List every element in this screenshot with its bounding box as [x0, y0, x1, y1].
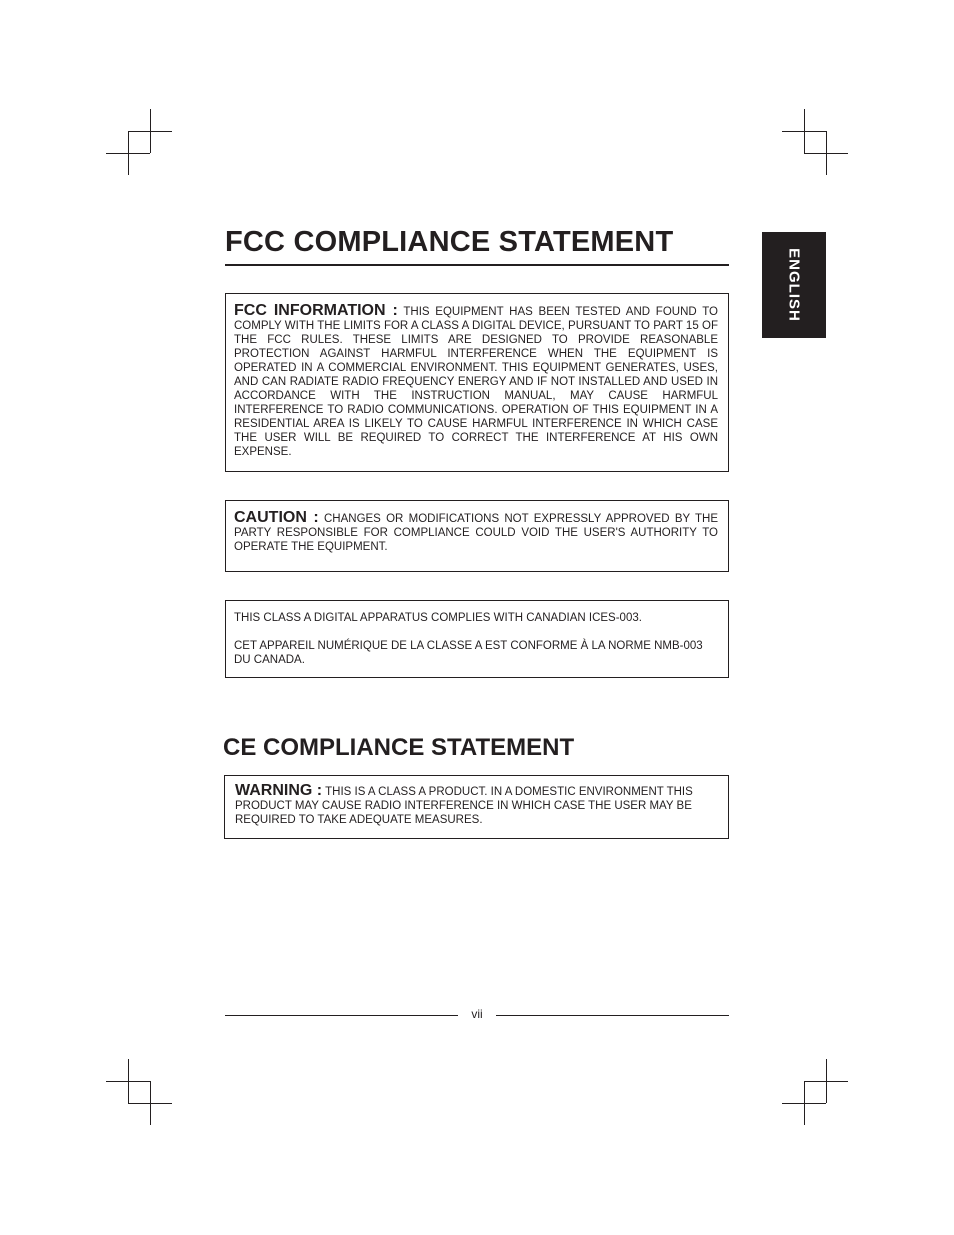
canada-english-text: THIS CLASS A DIGITAL APPARATUS COMPLIES WITH CANADIAN ICES-003.	[234, 612, 642, 624]
warning-box	[224, 775, 729, 839]
caution-text: CHANGES OR MODIFICATIONS NOT EXPRESSLY APPROVED BY THE PARTY RESPONSIBLE FOR COMPLIANCE COULD VOID THE USER'S AUTHORITY TO OPERATE THE EQUIPMENT.	[234, 513, 718, 553]
crop-mark	[106, 1081, 150, 1082]
canada-compliance-box	[225, 600, 729, 678]
footer-rule-right	[496, 1015, 729, 1016]
crop-mark	[804, 153, 848, 154]
footer-rule-left	[225, 1015, 458, 1016]
fcc-information-text: THIS EQUIPMENT HAS BEEN TESTED AND FOUND TO COMPLY WITH THE LIMITS FOR A CLASS A DIGITAL DEVICE, PURSUANT TO PART 15 OF THE FCC RULES. THESE LIMITS ARE DESIGNED TO PROVIDE REASONABLE PROTECTION AGAINST HARMFUL INTERFERENCE WHEN THE EQUIPMENT IS OPERATED IN A COMMERCIAL ENVIRONMENT. THIS EQUIPMENT GENERATES, USES, AND CAN RADIATE RADIO FREQUENCY ENERGY AND IF NOT INSTALLED AND USED IN ACCORDANCE WITH THE INSTRUCTION MANUAL, MAY CAUSE HARMFUL INTERFERENCE TO RADIO COMMUNICATIONS. OPERATION OF THIS EQUIPMENT IN A RESIDENTIAL AREA IS LIKELY TO CAUSE HARMFUL INTERFERENCE IN WHICH CASE THE USER WILL BE REQUIRED TO CORRECT THE INTERFERENCE AT HIS OWN EXPENSE.	[234, 306, 718, 458]
warning-text: THIS IS A CLASS A PRODUCT. IN A DOMESTIC ENVIRONMENT THIS PRODUCT MAY CAUSE RADIO INTERFERENCE IN WHICH CASE THE USER MAY BE REQUIRED TO TAKE ADEQUATE MEASURES.	[235, 786, 693, 826]
crop-mark	[128, 131, 172, 132]
caution-box	[225, 500, 729, 572]
language-tab	[762, 232, 826, 338]
crop-mark	[804, 1081, 805, 1125]
crop-mark	[150, 1081, 151, 1125]
ce-section-title: CE COMPLIANCE STATEMENT	[223, 734, 575, 761]
title-underline	[225, 264, 729, 266]
crop-mark	[782, 131, 826, 132]
fcc-information-heading: FCC INFORMATION :	[234, 302, 398, 319]
canada-french-text: CET APPAREIL NUMÉRIQUE DE LA CLASSE A EST CONFORME À LA NORME NMB-003 DU CANADA.	[234, 640, 703, 666]
page-number: vii	[471, 1007, 483, 1021]
crop-mark	[804, 1081, 848, 1082]
crop-mark	[106, 153, 150, 154]
fcc-section-title: FCC COMPLIANCE STATEMENT	[225, 226, 674, 258]
language-tab-label: ENGLISH	[785, 248, 803, 322]
caution-heading: CAUTION :	[234, 509, 319, 526]
fcc-information-box	[225, 293, 729, 472]
warning-heading: WARNING :	[235, 782, 323, 799]
